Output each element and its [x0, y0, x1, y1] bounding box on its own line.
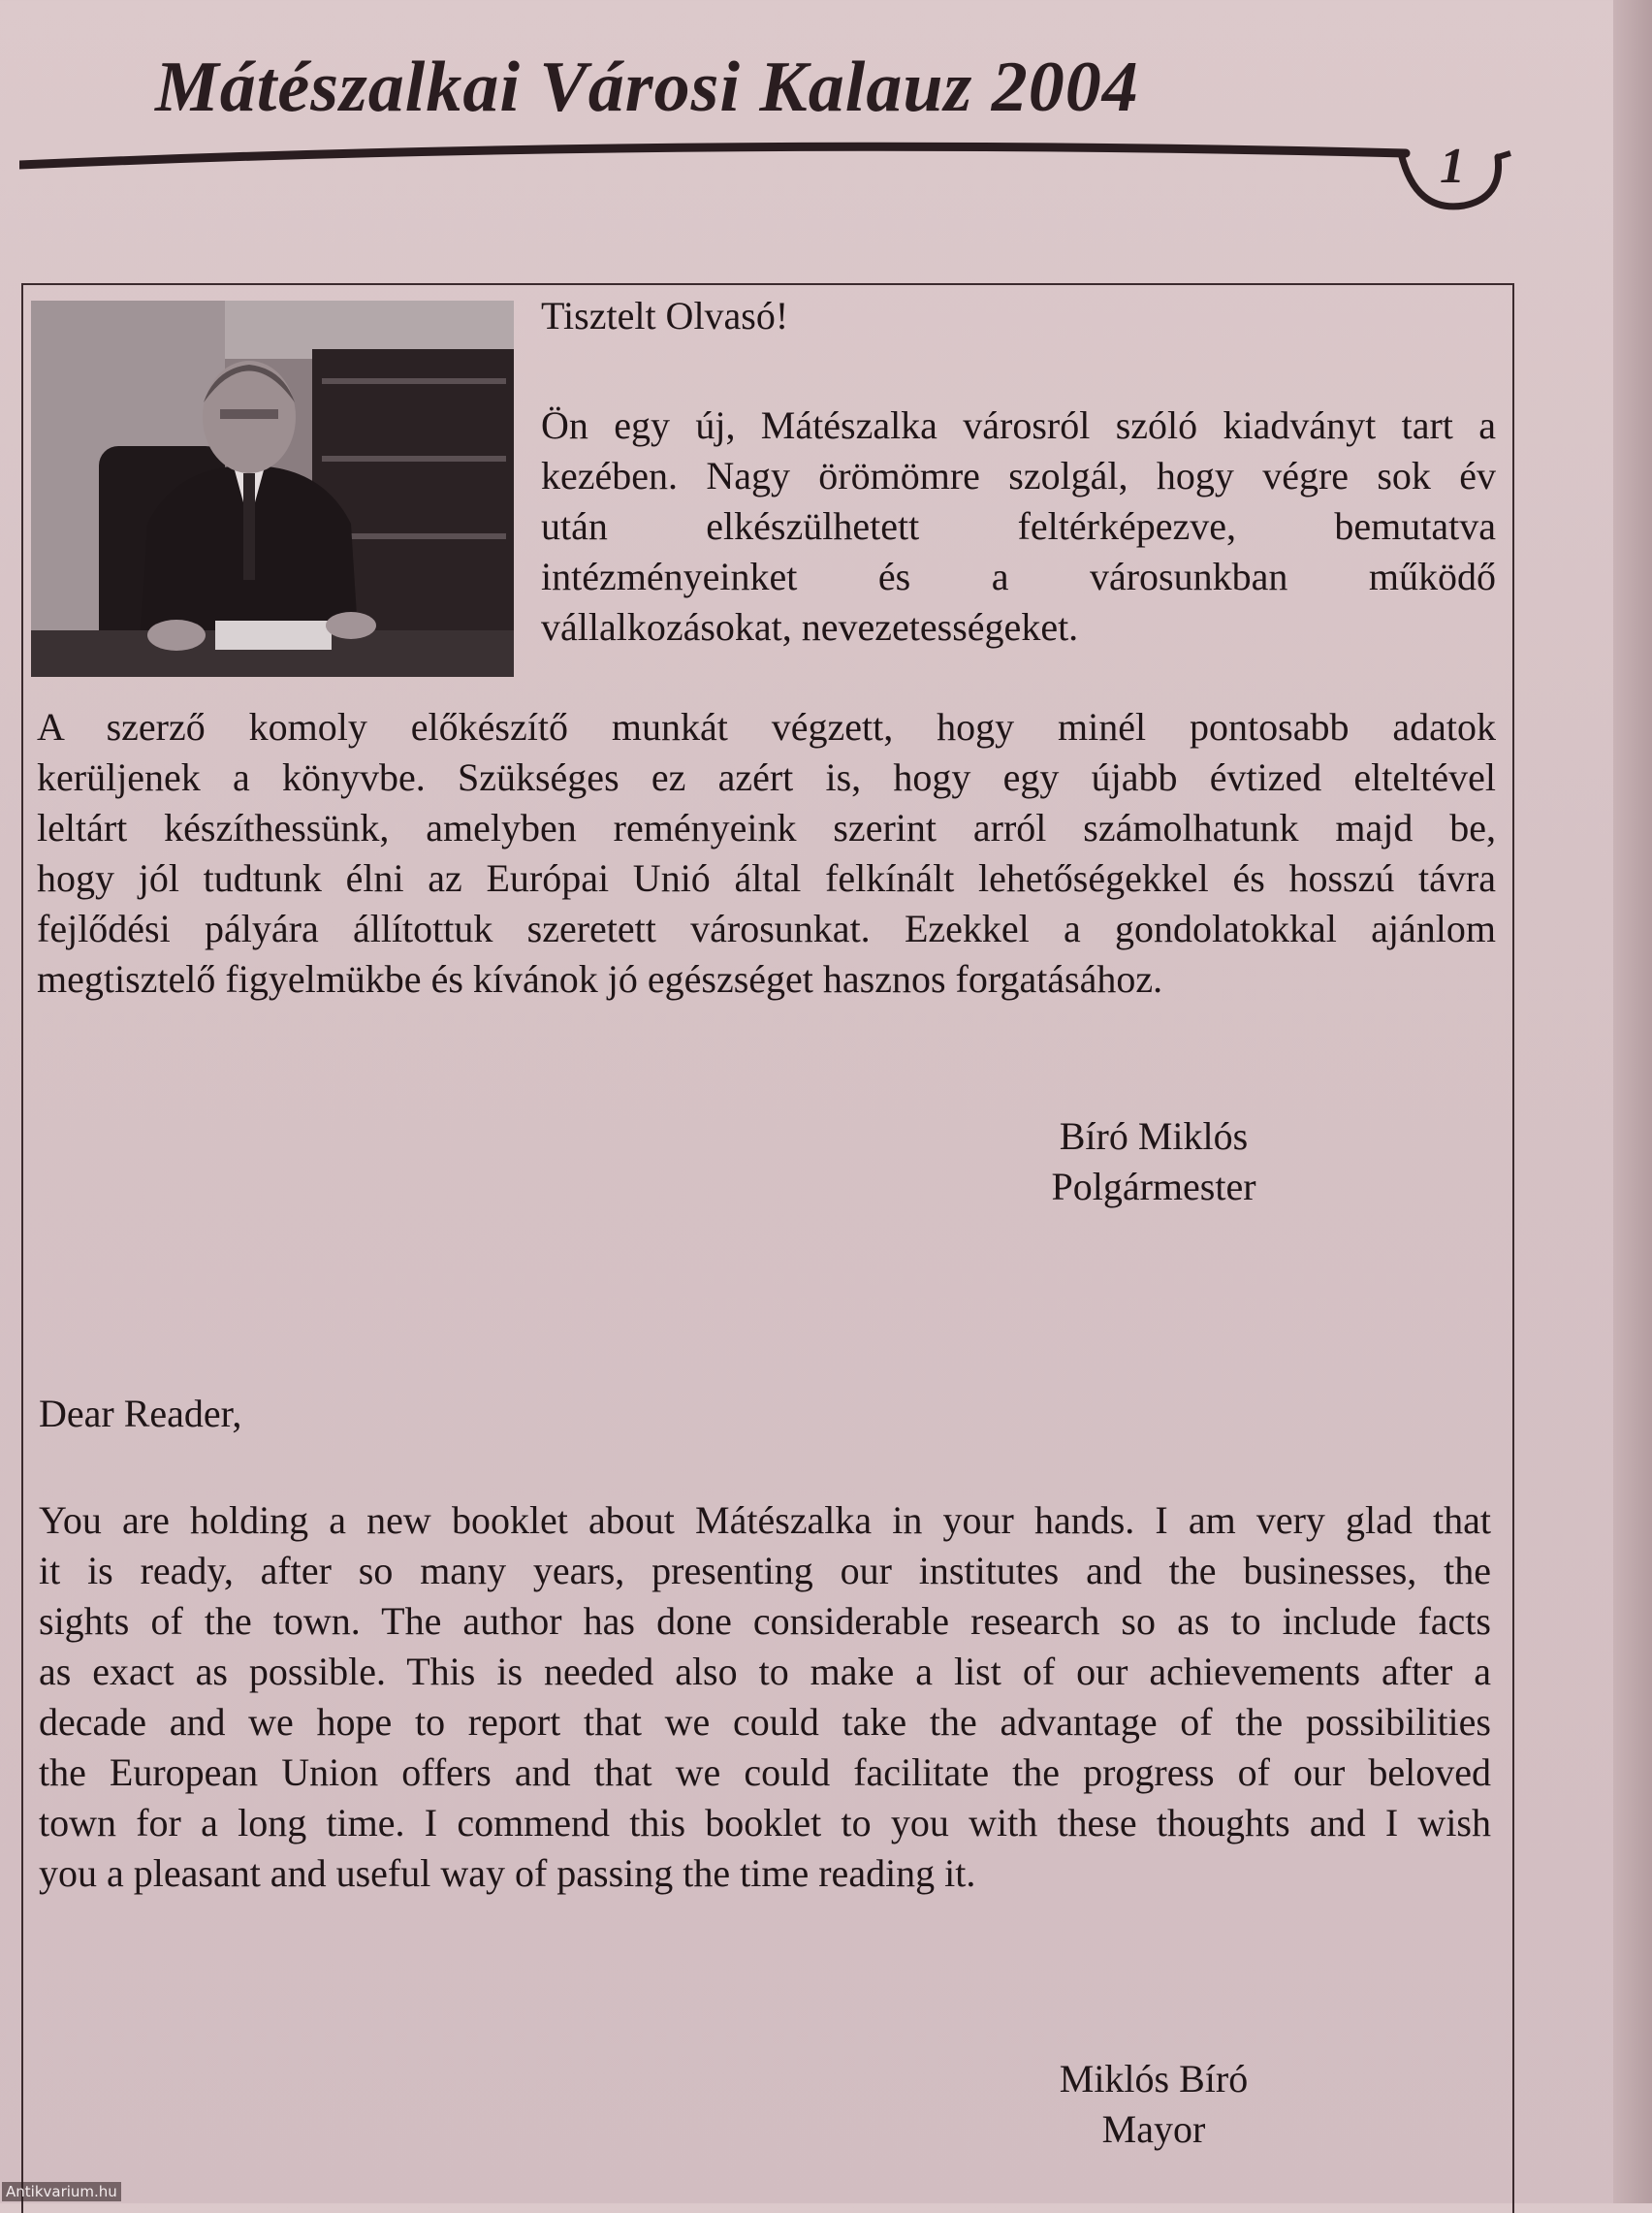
- hu-signature: [999, 1111, 1309, 1212]
- watermark: Antikvarium.hu: [2, 2182, 121, 2201]
- text-line: kerüljenek a könyvbe. Szükséges ez azért is, hogy egy újabb évtized elteltével: [37, 755, 1496, 799]
- signature-name: Miklós Bíró: [1059, 2057, 1249, 2101]
- hu-paragraph-1: [541, 401, 1496, 653]
- text-line: hogy jól tudtunk élni az Európai Unió által felkínált lehetőségekkel és hosszú távra: [37, 856, 1496, 900]
- page-number: 1: [1440, 139, 1465, 194]
- text-line: Ön egy új, Mátészalka városról szóló kiadványt tart a: [541, 403, 1496, 447]
- en-signature: [999, 2054, 1309, 2155]
- text-line: town for a long time. I commend this booklet to you with these thoughts and I wish: [39, 1801, 1491, 1844]
- text-line: vállalkozásokat, nevezetességeket.: [541, 605, 1079, 649]
- text-line: it is ready, after so many years, presenting our institutes and the businesses, the: [39, 1549, 1491, 1592]
- mayor-photo: [31, 301, 514, 677]
- text-line: kezében. Nagy örömömre szolgál, hogy végre sok év: [541, 454, 1496, 497]
- signature-title: Mayor: [1101, 2107, 1206, 2151]
- en-paragraph: [39, 1495, 1491, 1899]
- text-line: the European Union offers and that we could facilitate the progress of our beloved: [39, 1750, 1491, 1794]
- signature-title: Polgármester: [1051, 1165, 1256, 1208]
- header-title: Mátészalkai Városi Kalauz 2004: [155, 48, 1139, 127]
- text-line: után elkészülhetett feltérképezve, bemutatva: [541, 504, 1496, 548]
- text-line: sights of the town. The author has done considerable research so as to include facts: [39, 1599, 1491, 1643]
- text-line: fejlődési pályára állítottuk szeretett városunkat. Ezekkel a gondolatokkal ajánlom: [37, 907, 1496, 950]
- text-line: you a pleasant and useful way of passing the time reading it.: [39, 1851, 976, 1895]
- en-greeting: Dear Reader,: [39, 1392, 242, 1435]
- hu-greeting: Tisztelt Olvasó!: [541, 294, 789, 337]
- text-line: A szerző komoly előkészítő munkát végzett, hogy minél pontosabb adatok: [37, 705, 1496, 749]
- text-line: as exact as possible. This is needed also to make a list of our achievements after a: [39, 1650, 1491, 1693]
- text-line: leltárt készíthessünk, amelyben reményeink szerint arról számolhatunk majd be,: [37, 806, 1496, 850]
- page-edge: [1613, 0, 1652, 2203]
- header-swash: [19, 97, 1512, 223]
- text-line: intézményeinket és a városunkban működő: [541, 555, 1496, 598]
- text-line: You are holding a new booklet about Mátészalka in your hands. I am very glad that: [39, 1498, 1491, 1542]
- hu-paragraph-2: [37, 702, 1496, 1005]
- text-line: megtisztelő figyelmükbe és kívánok jó egészséget hasznos forgatásához.: [37, 957, 1163, 1001]
- text-line: decade and we hope to report that we could take the advantage of the possibilities: [39, 1700, 1491, 1744]
- signature-name: Bíró Miklós: [1059, 1114, 1249, 1158]
